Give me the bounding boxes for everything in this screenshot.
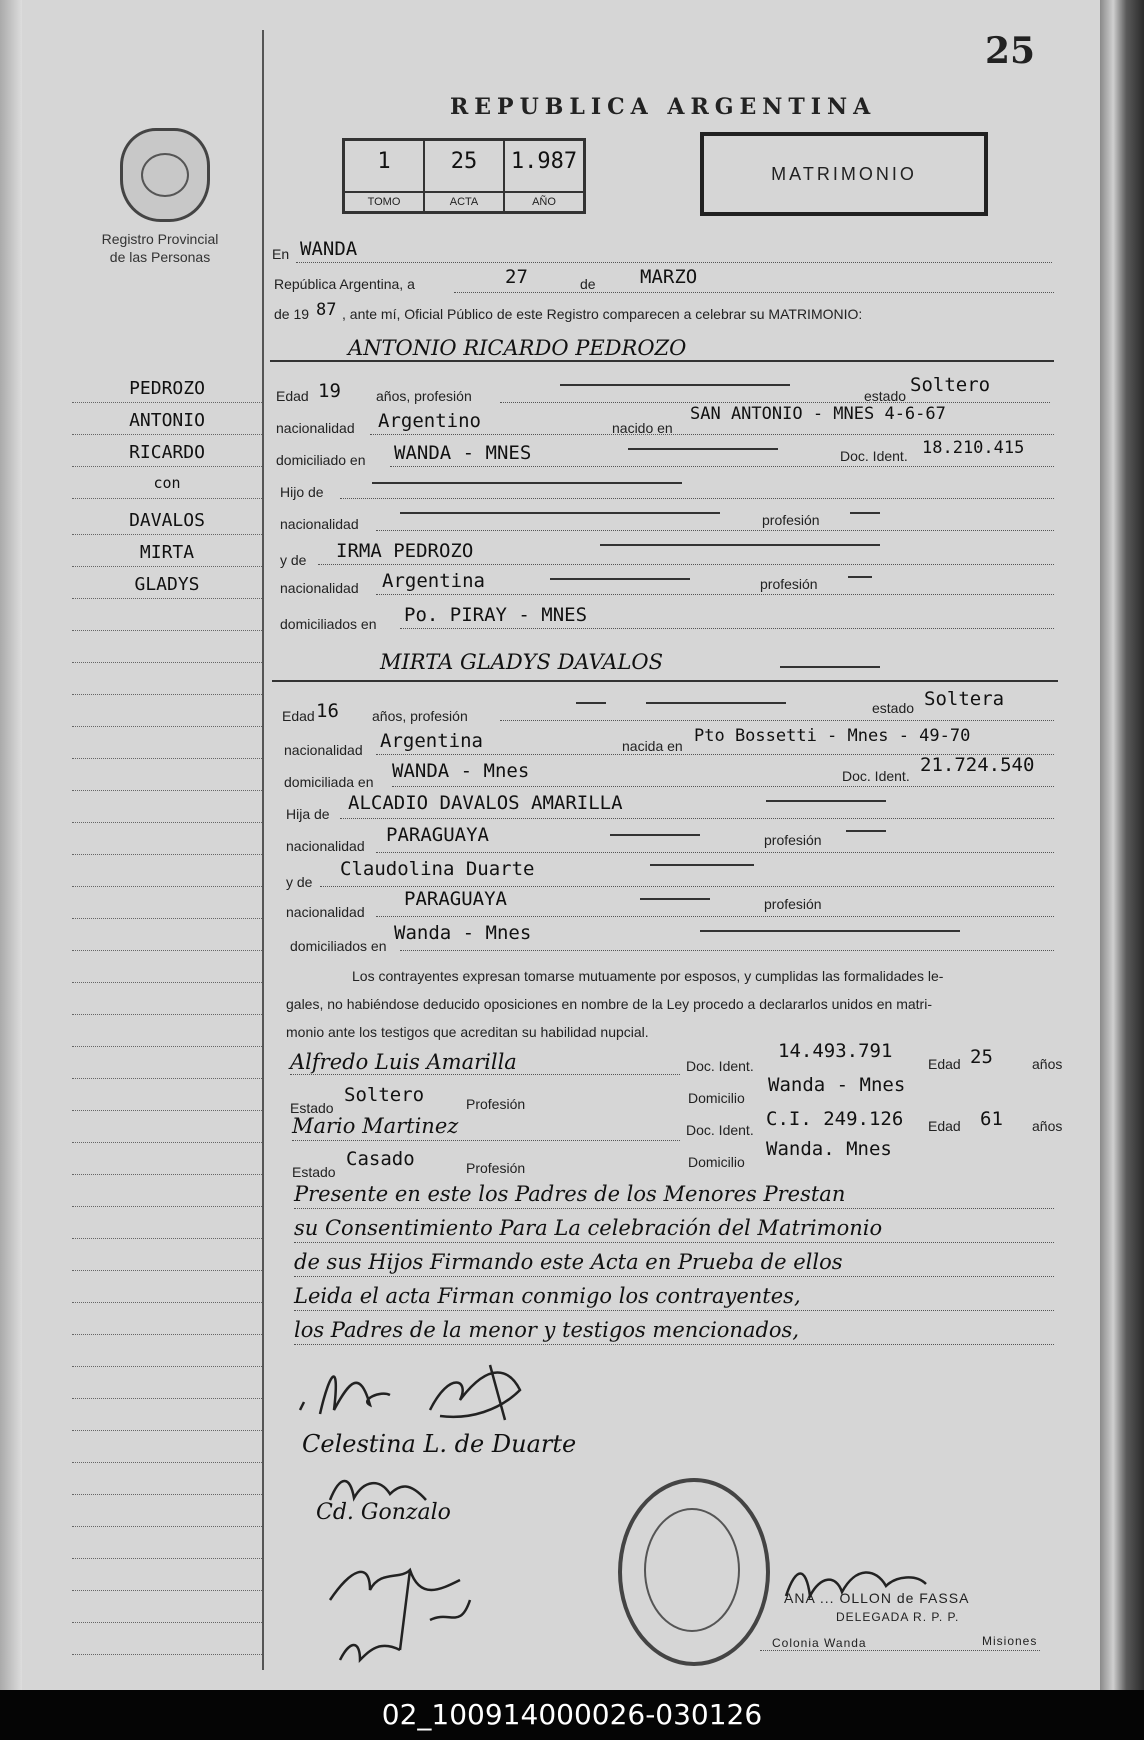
year-suffix: 87 [316,300,337,320]
binding-strip [0,0,22,1690]
margin-rule [262,30,264,1670]
document-page: 25 REPUBLICA ARGENTINA Registro Provincial de las Personas 1 TOMO 25 ACTA 1.987 AÑO MATRIMONIO PEDROZO ANTONIO RICARDO con DAVALOS MIRTA GLADYS En WANDA República Argentina, a 27 de MARZO de 19 87 , ante mí, Oficial Público de este Registro comparecen a celebrar su MATRIMONIO: ANTONIO RICARDO PEDROZO Edad 19 años, profesión estado Soltero nacionalidad Argentino nacido en SAN ANTONIO - MNES 4-6-67 domiciliado en WANDA - MNES Doc. Ident. 18.210.415 Hijo de nacionalidad profesión y de IRMA PEDROZO nacionalidad Argentina profesión domiciliados en Po. PIRAY - MNES MIRTA GLADYS DAVALOS Edad 16 años, profesión estado Soltera nacionalidad Argentina nacida en Pto Bossetti - Mnes - 49-70 domiciliada en WANDA - Mnes Doc. Ident. 21.724.540 Hija de ALCADIO DAVALOS AMARILLA nacionalidad PARAGUAYA profesión y de Claudolina Duarte nacionalidad PARAGUAYA profesión domiciliados en Wanda - Mnes Los contrayentes expresan tomarse mutuamente por esposos, y cumplidas las formalidades le- gales, no habiéndose deducido oposiciones en nombre de la Ley procedo a declararlos unidos en matri- monio ante los testigos que acreditan su habilidad nupcial. Alfredo Luis Amarilla Doc. Ident. 14.493.791 Edad 25 años Estado Soltero Profesión Domicilio Wanda - Mnes Mario Martinez Doc. Ident. C.I. 249.126 Edad 61 años Estado Casado Profesión Domicilio Wanda. Mnes Presente en este los Padres de los Menores Prestan su Consentimiento Para La celebración del Matrimonio de sus Hijos Firmando este Acta en Prueba de ellos Leida el acta Firman conmigo los contrayentes, los Padres de la menor y testigos mencionados, Celestina L. de Duarte Cd. Gonzalo ANA ... OLLON de FASSA DELEGADA R. P. P. Colonia Wanda Misiones [0,0,1110,1690]
page-number: 25 [985,30,1036,72]
groom-mother: IRMA PEDROZO [336,540,474,562]
intro-text: , ante mí, Oficial Público de este Registro comparecen a celebrar su MATRIMONIO: [342,306,863,322]
de-label: de [580,276,596,292]
witness-signature: Cd. Gonzalo [316,1500,451,1525]
bride-father-nationality: PARAGUAYA [386,824,489,846]
delegate-province: Misiones [982,1634,1038,1648]
bride-mother-nationality: PARAGUAYA [404,888,507,910]
volume-box [342,138,586,214]
scan-footer: 02_100914000026-030126 [0,1690,1144,1740]
witness-1-status: Soltero [344,1084,425,1106]
groom-mother-nationality: Argentina [382,570,485,592]
groom-civil-status: Soltero [910,374,991,396]
bride-doc: 21.724.540 [920,754,1035,776]
groom-parents-address: Po. PIRAY - MNES [404,604,588,626]
country-heading: REPUBLICA ARGENTINA [450,94,877,120]
delegate-title: DELEGADA R. P. P. [836,1610,960,1624]
parent-signatures-icon [290,1350,570,1430]
book-edge [1100,0,1144,1690]
delegate-name: ANA ... OLLON de FASSA [784,1590,970,1606]
groom-address: WANDA - MNES [394,442,532,464]
bride-address: WANDA - Mnes [392,760,530,782]
delegate-place: Colonia Wanda [772,1636,867,1650]
groom-name: ANTONIO RICARDO PEDROZO [348,336,687,360]
bride-mother: Claudolina Duarte [340,858,535,880]
bride-nationality: Argentina [380,730,483,752]
mother-signature: Celestina L. de Duarte [302,1430,577,1458]
registry-seal-icon [618,1478,770,1666]
margin-name-6: MIRTA [139,542,195,563]
witness-1-doc: 14.493.791 [778,1040,893,1062]
tomo-cell: 1 TOMO [345,141,425,211]
groom-bride-signatures-icon [310,1540,530,1670]
month-value: MARZO [640,266,698,288]
bride-name: MIRTA GLADYS DAVALOS [380,650,663,674]
bride-birthplace: Pto Bossetti - Mnes - 49-70 [694,726,971,746]
witness-1-age: 25 [970,1046,993,1068]
groom-age: 19 [318,380,341,402]
groom-birthplace: SAN ANTONIO - MNES 4-6-67 [690,404,946,424]
year-prefix: de 19 [274,306,310,322]
witness-2-age: 61 [980,1108,1003,1130]
note-line-2: su Consentimiento Para La celebración del Matrimonio [294,1216,883,1240]
groom-doc: 18.210.415 [922,438,1025,458]
day-value: 27 [505,266,528,288]
groom-nationality: Argentino [378,410,481,432]
official-signature-icon [776,1556,936,1616]
acta-cell: 25 ACTA [425,141,505,211]
ano-cell: 1.987 AÑO [505,141,583,211]
margin-name-2: ANTONIO [129,410,205,431]
bride-age: 16 [316,700,339,722]
bride-civil-status: Soltera [924,688,1005,710]
witness-2-doc: C.I. 249.126 [766,1108,904,1130]
note-line-4: Leida el acta Firman conmigo los contrayentes, [294,1284,801,1308]
margin-name-7: GLADYS [134,574,200,595]
registry-name: Registro Provincial de las Personas [101,231,219,265]
en-label: En [272,246,290,262]
act-type-box: MATRIMONIO [700,132,988,216]
note-line-1: Presente en este los Padres de los Menores Prestan [294,1182,846,1206]
margin-name-1: PEDROZO [129,378,205,399]
coat-of-arms-icon [120,128,210,222]
note-line-3: de sus Hijos Firmando este Acta en Prueba de ellos [294,1250,843,1274]
declaration-text: Los contrayentes expresan tomarse mutuamente por esposos, y cumplidas las formalidades le- gales, no habiéndose deducido oposiciones en nombre de la Ley procedo a declararlos unidos en matri- monio ante los testigos que acreditan su habilidad nupcial. [286,968,944,1040]
witness-2-name: Mario Martinez [292,1114,459,1138]
witness-1-address: Wanda - Mnes [768,1074,906,1096]
bride-parents-address: Wanda - Mnes [394,922,532,944]
place-value: WANDA [300,238,358,260]
margin-name-4: con [153,474,181,492]
margin-name-5: DAVALOS [129,510,205,531]
witness-2-address: Wanda. Mnes [766,1138,892,1160]
republica-label: República Argentina, a [274,276,415,292]
margin-name-3: RICARDO [129,442,205,463]
note-line-5: los Padres de la menor y testigos mencionados, [294,1318,800,1342]
witness-1-name: Alfredo Luis Amarilla [290,1050,517,1074]
witness-initials-icon [310,1470,490,1510]
bride-father: ALCADIO DAVALOS AMARILLA [348,792,623,814]
witness-2-status: Casado [346,1148,415,1170]
